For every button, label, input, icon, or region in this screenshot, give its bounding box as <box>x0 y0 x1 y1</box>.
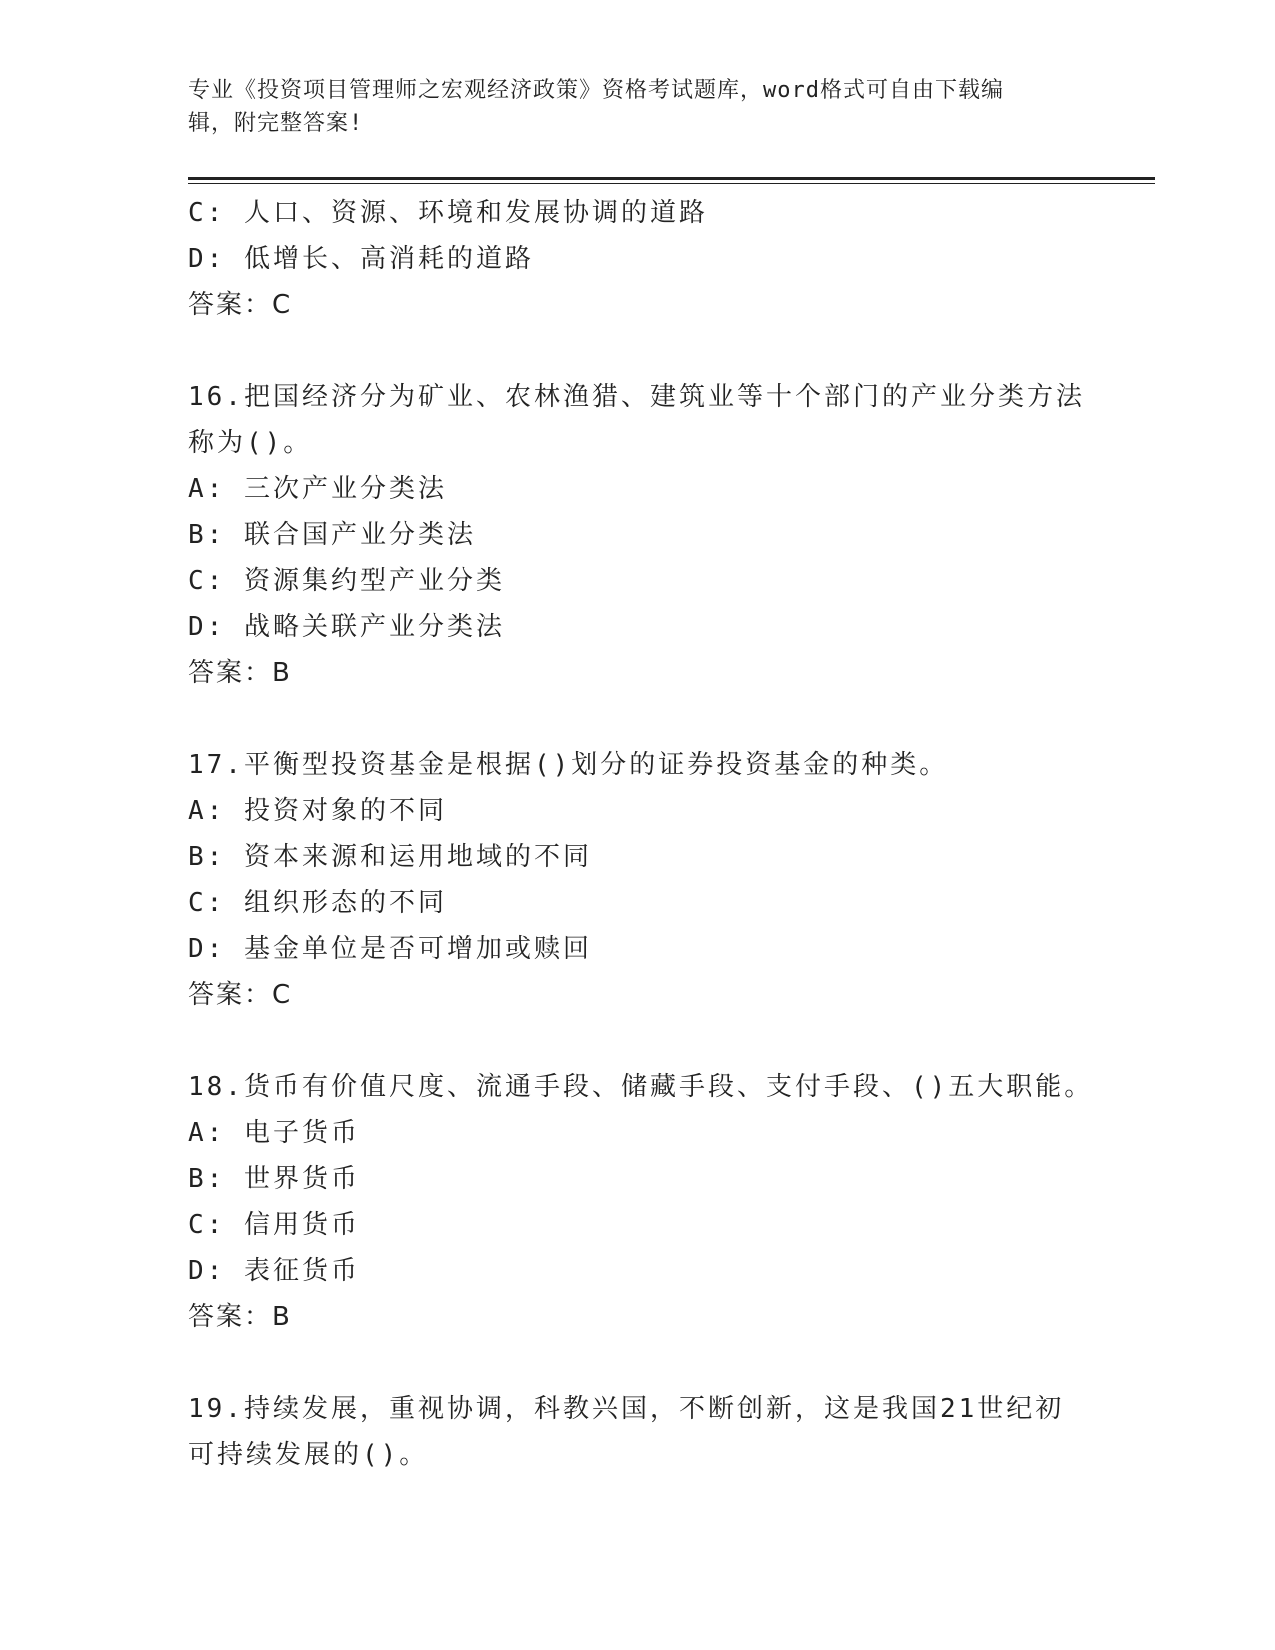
header-line-1: 专业《投资项目管理师之宏观经济政策》资格考试题库，word格式可自由下载编 <box>188 78 1004 103</box>
option-b: B: 资本来源和运用地域的不同 <box>188 842 592 872</box>
answer-line: 答案：C <box>188 290 293 320</box>
question-text: 称为()。 <box>188 428 313 458</box>
question-19 <box>188 1386 1088 1478</box>
option-c: C: 信用货币 <box>188 1210 360 1240</box>
question-text: 可持续发展的()。 <box>188 1440 429 1470</box>
question-text: 17.平衡型投资基金是根据()划分的证券投资基金的种类。 <box>188 750 949 780</box>
option-d: D: 表征货币 <box>188 1256 360 1286</box>
option-a: A: 电子货币 <box>188 1118 360 1148</box>
question-18 <box>188 1064 1094 1340</box>
option-c: C: 资源集约型产业分类 <box>188 566 505 596</box>
option-a: A: 三次产业分类法 <box>188 474 447 504</box>
header-rule-thick <box>188 177 1155 180</box>
option-d: D: 低增长、高消耗的道路 <box>188 244 534 274</box>
answer-line: 答案：B <box>188 1302 292 1332</box>
question-text: 18.货币有价值尺度、流通手段、储藏手段、支付手段、()五大职能。 <box>188 1072 1094 1102</box>
previous-question-tail <box>188 190 1088 328</box>
option-d: D: 战略关联产业分类法 <box>188 612 505 642</box>
header-line-2: 辑，附完整答案! <box>188 111 364 136</box>
question-16 <box>188 374 1088 696</box>
question-17 <box>188 742 1088 1018</box>
question-text: 16.把国经济分为矿业、农林渔猎、建筑业等十个部门的产业分类方法 <box>188 382 1085 412</box>
option-b: B: 联合国产业分类法 <box>188 520 476 550</box>
option-b: B: 世界货币 <box>188 1164 360 1194</box>
answer-line: 答案：B <box>188 658 292 688</box>
option-a: A: 投资对象的不同 <box>188 796 447 826</box>
answer-line: 答案：C <box>188 980 293 1010</box>
document-header <box>188 74 1088 140</box>
option-d: D: 基金单位是否可增加或赎回 <box>188 934 592 964</box>
question-text: 19.持续发展，重视协调，科教兴国，不断创新，这是我国21世纪初 <box>188 1394 1065 1424</box>
question-content <box>188 190 1094 1478</box>
header-rule-thin <box>188 183 1155 184</box>
option-c: C: 组织形态的不同 <box>188 888 447 918</box>
option-c: C: 人口、资源、环境和发展协调的道路 <box>188 198 708 228</box>
